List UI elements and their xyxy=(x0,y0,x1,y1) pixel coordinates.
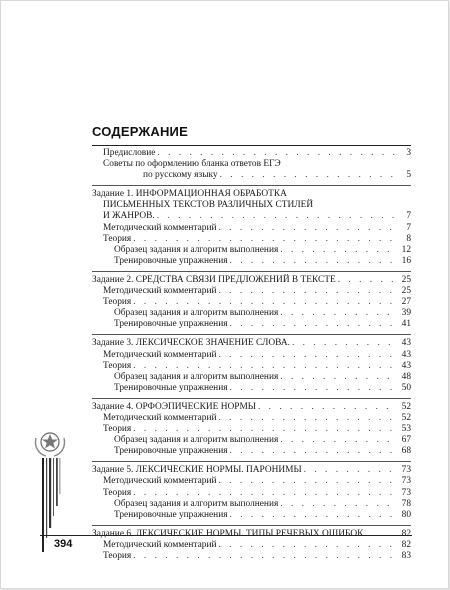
toc-entry-page: 5 xyxy=(406,170,411,181)
toc-section-3-title[interactable] xyxy=(92,338,411,349)
toc-entry-label: Образец задания и алгоритм выполнения xyxy=(114,435,279,446)
toc-item[interactable] xyxy=(92,308,411,319)
table-of-contents xyxy=(92,148,411,562)
dot-leader xyxy=(280,308,397,319)
toc-entry-page: 43 xyxy=(401,349,411,360)
dot-leader xyxy=(218,540,397,551)
toc-entry-page: 52 xyxy=(401,401,411,412)
toc-entry-form-tips[interactable] xyxy=(92,159,411,181)
toc-entry-label-line: Советы по оформлению бланка ответов ЕГЭ xyxy=(103,159,281,170)
toc-entry-page: 52 xyxy=(401,412,411,423)
dot-leader xyxy=(218,223,397,234)
toc-item[interactable] xyxy=(92,510,411,521)
toc-item[interactable] xyxy=(92,223,411,234)
toc-item[interactable] xyxy=(92,413,411,424)
dot-leader xyxy=(304,465,397,476)
section-title: Задание 5. ЛЕКСИЧЕСКИЕ НОРМЫ. ПАРОНИМЫ xyxy=(92,465,302,476)
toc-entry-page: 73 xyxy=(401,465,411,476)
toc-entry-page: 43 xyxy=(401,360,411,371)
toc-entry-label: Теория xyxy=(103,233,132,244)
toc-entry-page: 25 xyxy=(401,286,411,297)
dot-leader xyxy=(338,275,397,286)
toc-entry-label: Тренировочные упражнения xyxy=(114,319,228,330)
dot-leader xyxy=(230,383,397,394)
dot-leader xyxy=(230,510,397,521)
section-divider xyxy=(92,398,411,399)
section-divider xyxy=(92,461,411,462)
toc-entry-label: Образец задания и алгоритм выполнения xyxy=(114,371,279,382)
toc-item[interactable] xyxy=(92,297,411,308)
toc-entry-label: Теория xyxy=(103,360,132,371)
toc-item[interactable] xyxy=(92,350,411,361)
toc-entry-page: 82 xyxy=(401,528,411,539)
toc-entry-page: 53 xyxy=(401,424,411,435)
page-title: СОДЕРЖАНИЕ xyxy=(92,124,188,139)
toc-item[interactable] xyxy=(92,424,411,435)
toc-entry-page: 41 xyxy=(401,319,411,330)
dot-leader xyxy=(230,319,397,330)
toc-entry-label: Образец задания и алгоритм выполнения xyxy=(114,308,279,319)
toc-item[interactable] xyxy=(92,499,411,510)
toc-section-4-title[interactable] xyxy=(92,402,411,413)
toc-item[interactable] xyxy=(92,476,411,487)
dot-leader xyxy=(218,476,397,487)
publisher-emblem-icon xyxy=(30,428,73,552)
section-title: Задание 2. СРЕДСТВА СВЯЗИ ПРЕДЛОЖЕНИЙ В ТЕКСТЕ xyxy=(92,274,336,285)
dot-leader xyxy=(218,286,397,297)
section-title-line: И ЖАНРОВ. xyxy=(103,211,155,222)
toc-entry-preface[interactable] xyxy=(92,148,411,159)
toc-item[interactable] xyxy=(92,488,411,499)
dot-leader xyxy=(157,211,397,222)
toc-entry-page: 50 xyxy=(401,382,411,393)
toc-entry-page: 80 xyxy=(401,509,411,520)
toc-entry-label: Методический комментарий xyxy=(103,539,217,550)
dot-leader xyxy=(133,297,397,308)
toc-entry-label: Тренировочные упражнения xyxy=(114,255,228,266)
toc-section-5-title[interactable] xyxy=(92,465,411,476)
dot-leader xyxy=(230,446,397,457)
section-title-line: Задание 1. ИНФОРМАЦИОННАЯ ОБРАБОТКА xyxy=(92,189,287,200)
toc-entry-page: 67 xyxy=(401,435,411,446)
toc-entry-label: Теория xyxy=(103,297,132,308)
toc-item[interactable] xyxy=(92,319,411,330)
section-title: Задание 4. ОРФОЭПИЧЕСКИЕ НОРМЫ xyxy=(92,401,256,412)
dot-leader xyxy=(280,435,397,446)
toc-entry-label: Методический комментарий xyxy=(103,349,217,360)
dot-leader xyxy=(230,256,397,267)
dot-leader xyxy=(280,499,397,510)
section-title: Задание 3. ЛЕКСИЧЕСКОЕ ЗНАЧЕНИЕ СЛОВА. xyxy=(92,338,290,349)
toc-entry-label: Тренировочные упражнения xyxy=(114,509,228,520)
dot-leader xyxy=(218,413,397,424)
section-title-line: ПИСЬМЕННЫХ ТЕКСТОВ РАЗЛИЧНЫХ СТИЛЕЙ xyxy=(103,200,314,211)
toc-entry-page: 39 xyxy=(401,308,411,319)
toc-entry-label: Тренировочные упражнения xyxy=(114,446,228,457)
toc-entry-page: 8 xyxy=(406,233,411,244)
dot-leader xyxy=(133,234,397,245)
toc-item[interactable] xyxy=(92,256,411,267)
toc-item[interactable] xyxy=(92,435,411,446)
toc-item[interactable] xyxy=(92,383,411,394)
toc-entry-page: 25 xyxy=(401,274,411,285)
toc-entry-label: Теория xyxy=(103,424,132,435)
section-divider xyxy=(92,271,411,272)
section-title: Задание 6. ЛЕКСИЧЕСКИЕ НОРМЫ. ТИПЫ РЕЧЕВЫХ ОШИБОК xyxy=(92,528,364,539)
toc-section-1-title[interactable] xyxy=(92,189,411,222)
toc-entry-page: 78 xyxy=(401,498,411,509)
section-divider xyxy=(92,525,411,526)
toc-entry-label: Предисловие xyxy=(103,148,156,158)
dot-leader xyxy=(292,338,397,349)
dot-leader xyxy=(133,361,397,372)
toc-entry-page: 12 xyxy=(401,244,411,255)
toc-entry-label: Теория xyxy=(103,487,132,498)
section-divider xyxy=(92,334,411,335)
footer-rule xyxy=(40,535,412,536)
toc-entry-page: 68 xyxy=(401,446,411,457)
toc-entry-label: Методический комментарий xyxy=(103,222,217,233)
toc-item[interactable] xyxy=(92,361,411,372)
dot-leader xyxy=(133,551,397,562)
title-underline xyxy=(92,145,411,146)
toc-item[interactable] xyxy=(92,286,411,297)
section-divider xyxy=(92,185,411,186)
toc-entry-page: 16 xyxy=(401,255,411,266)
toc-entry-page: 73 xyxy=(401,487,411,498)
toc-entry-page: 7 xyxy=(406,222,411,233)
toc-entry-page: 83 xyxy=(401,551,411,561)
toc-entry-label: Методический комментарий xyxy=(103,476,217,487)
dot-leader xyxy=(258,402,397,413)
page-number: 394 xyxy=(54,538,73,550)
toc-entry-page: 48 xyxy=(401,371,411,382)
toc-item[interactable] xyxy=(92,446,411,457)
dot-leader xyxy=(280,245,397,256)
dot-leader xyxy=(133,488,397,499)
toc-entry-label: Образец задания и алгоритм выполнения xyxy=(114,244,279,255)
toc-entry-page: 82 xyxy=(401,539,411,550)
section-title-last-line xyxy=(92,211,411,222)
dot-leader xyxy=(157,148,397,159)
toc-item[interactable] xyxy=(92,234,411,245)
toc-entry-label: Тренировочные упражнения xyxy=(114,382,228,393)
dot-leader xyxy=(133,424,397,435)
toc-item[interactable] xyxy=(92,245,411,256)
toc-entry-label: Методический комментарий xyxy=(103,286,217,297)
toc-entry-page: 73 xyxy=(401,476,411,487)
dot-leader xyxy=(220,170,397,181)
toc-entry-label: Теория xyxy=(103,551,132,561)
dot-leader xyxy=(280,372,397,383)
toc-entry-label: Образец задания и алгоритм выполнения xyxy=(114,498,279,509)
toc-item[interactable] xyxy=(92,551,411,562)
toc-entry-page: 27 xyxy=(401,297,411,308)
toc-item[interactable] xyxy=(92,372,411,383)
toc-entry-label-line: по русскому языку xyxy=(143,170,218,181)
toc-entry-label: Методический комментарий xyxy=(103,412,217,423)
toc-entry-page: 3 xyxy=(406,148,411,158)
toc-entry-page: 43 xyxy=(401,338,411,349)
toc-item[interactable] xyxy=(92,540,411,551)
toc-entry-last-line xyxy=(103,170,411,181)
dot-leader xyxy=(218,350,397,361)
toc-section-2-title[interactable] xyxy=(92,275,411,286)
toc-entry-page: 7 xyxy=(406,211,411,222)
